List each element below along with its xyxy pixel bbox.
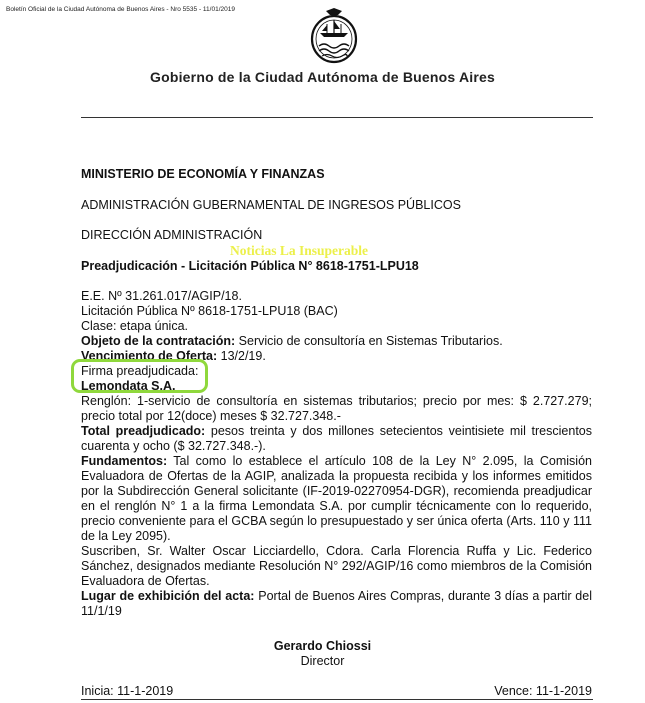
direction-heading: DIRECCIÓN ADMINISTRACIÓN	[81, 228, 263, 242]
watermark-text: Noticias La Insuperable	[230, 243, 369, 258]
objeto-line	[81, 334, 592, 349]
footer-inicia: Inicia: 11-1-2019	[81, 684, 174, 698]
lugar-text: Portal de Buenos Aires Compras, durante 3 días a partir del 11/1/19	[81, 589, 592, 618]
lugar-paragraph	[81, 589, 592, 619]
suscriben-paragraph: Suscriben, Sr. Walter Oscar Licciardello, Cdora. Carla Florencia Ruffa y Lic. Federico Sánchez, designados mediante Resolución N° 292/AGIP/16 como miembros de la Comisión Evaluadora de Ofertas.	[81, 544, 592, 588]
clase-line: Clase: etapa única.	[81, 319, 189, 333]
vencimiento-text: 13/2/19.	[217, 349, 266, 363]
objeto-label: Objeto de la contratación:	[81, 334, 236, 348]
fundamentos-text: Tal como lo establece el artículo 108 de la Ley N° 2.095, la Comisión Evaluadora de Ofertas de la AGIP, analizada la propuesta recibida y los informes emitidos por la Subdirección General solicitante (IF-2019-02270954-DGR), recomienda preadjudicar en el renglón N° 1 a la firma Lemondata S.A. por cumplir técnicamente con lo requerido, precio conveniente para el GCBA según lo presupuestado y ser única oferta (Arts. 110 y 111 de la Ley 2095).	[81, 454, 592, 543]
signature-name: Gerardo Chiossi	[273, 639, 372, 653]
government-name: Gobierno de la Ciudad Autónoma de Buenos Aires	[150, 69, 495, 85]
footer-divider	[81, 699, 593, 700]
fundamentos-paragraph	[81, 454, 592, 544]
renglon-paragraph: Renglón: 1-servicio de consultoría en sistemas tributarios; precio por mes: $ 2.727.279; precio total por 12(doce) meses $ 32.727.348.-	[81, 394, 592, 423]
firma-name: Lemondata S.A.	[81, 379, 176, 393]
lugar-label: Lugar de exhibición del acta:	[81, 589, 255, 603]
notice-title: Preadjudicación - Licitación Pública N° 8618-1751-LPU18	[81, 259, 419, 273]
expediente-line: E.E. Nº 31.261.017/AGIP/18.	[81, 289, 242, 303]
licitacion-line: Licitación Pública Nº 8618-1751-LPU18 (BAC)	[81, 304, 338, 318]
agency-heading: ADMINISTRACIÓN GUBERNAMENTAL DE INGRESOS PÚBLICOS	[81, 198, 461, 212]
buenos-aires-seal-icon	[309, 6, 359, 64]
objeto-text: Servicio de consultoría en Sistemas Tributarios.	[235, 334, 503, 348]
running-header: Boletín Oficial de la Ciudad Autónoma de Buenos Aires - Nro 5535 - 11/01/2019	[6, 6, 235, 13]
total-text: pesos treinta y dos millones setecientos veintisiete mil trescientos cuarenta y ocho ($ 32.727.348.-).	[81, 424, 592, 453]
total-paragraph	[81, 424, 592, 454]
notice-body	[81, 289, 592, 619]
ministry-heading: MINISTERIO DE ECONOMÍA Y FINANZAS	[81, 167, 325, 181]
highlight-box	[71, 359, 208, 393]
firma-label: Firma preadjudicada:	[81, 364, 199, 378]
total-label: Total preadjudicado:	[81, 424, 206, 438]
footer-vence: Vence: 11-1-2019	[494, 684, 592, 698]
fundamentos-label: Fundamentos:	[81, 454, 168, 468]
header-divider	[81, 117, 593, 118]
signature-role: Director	[300, 654, 345, 668]
vencimiento-label: Vencimiento de Oferta:	[81, 349, 218, 363]
